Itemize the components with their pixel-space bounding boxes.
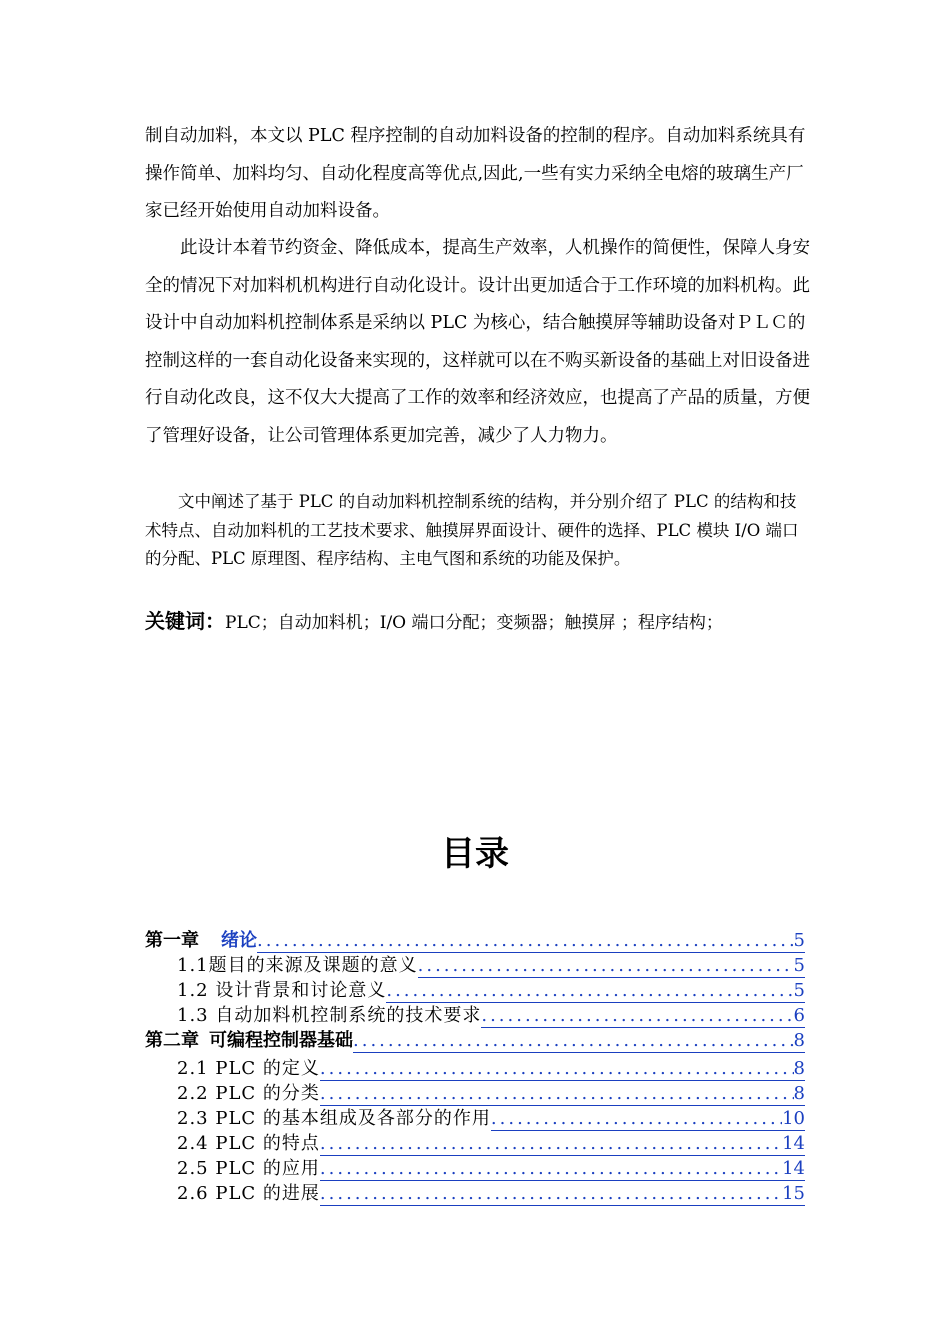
toc-leader-dots <box>491 1108 782 1131</box>
keywords-text: PLC；自动加料机；I/O 端口分配；变频器；触摸屏 ；程序结构； <box>225 613 723 633</box>
keywords-label: 关键词： <box>145 609 225 633</box>
toc-entry-2-5[interactable] <box>145 1156 805 1181</box>
toc-page-number[interactable]: 6 <box>793 1005 805 1026</box>
toc-leader-dots <box>320 1058 794 1081</box>
abstract-paragraph-1: 制自动加料，本文以 PLC 程序控制的自动加料设备的控制的程序。自动加料系统具有操作简单、加料均匀、自动化程度高等优点,因此,一些有实力采纳全电熔的玻璃生产厂家已经开始使用自动加料设备。 <box>145 126 806 221</box>
toc-page-number[interactable]: 5 <box>793 980 805 1001</box>
toc-page-number[interactable]: 8 <box>793 1083 805 1104</box>
toc-leader-dots <box>257 930 794 953</box>
toc-entry-2-6[interactable] <box>145 1181 805 1206</box>
toc-chapter-number: 第一章 <box>145 930 199 951</box>
toc-entry-label: 2.2 PLC 的分类 <box>177 1083 320 1104</box>
toc-leader-dots <box>320 1183 782 1206</box>
toc-entry-1-1[interactable] <box>145 953 805 978</box>
toc-chapter-number: 第二章 <box>145 1030 199 1051</box>
toc-entry-label: 2.4 PLC 的特点 <box>177 1133 320 1154</box>
toc-entry-2-2[interactable] <box>145 1081 805 1106</box>
toc-leader-dots <box>386 980 793 1003</box>
toc-entry-chapter-1[interactable] <box>145 928 805 953</box>
toc-leader-dots <box>353 1030 794 1053</box>
toc-page-number[interactable]: 10 <box>782 1108 805 1129</box>
toc-page-number[interactable]: 14 <box>782 1133 805 1154</box>
toc-entry-1-2[interactable] <box>145 978 805 1003</box>
toc-page-number[interactable]: 8 <box>793 1058 805 1079</box>
abstract-paragraph-3: 文中阐述了基于 PLC 的自动加料机控制系统的结构，并分别介绍了 PLC 的结构和技术特点、自动加料机的工艺技术要求、触摸屏界面设计、硬件的选择、PLC 模块 I/O 端口的分配、PLC 原理图、程序结构、主电气图和系统的功能及保护。 <box>145 492 799 568</box>
toc-entry-2-3[interactable] <box>145 1106 805 1131</box>
toc-entry-1-3[interactable] <box>145 1003 805 1028</box>
toc-leader-dots <box>320 1083 794 1106</box>
table-of-contents <box>145 928 805 1206</box>
toc-leader-dots <box>418 955 794 978</box>
toc-leader-dots <box>320 1133 782 1156</box>
toc-entry-label: 2.1 PLC 的定义 <box>177 1058 320 1079</box>
toc-page-number[interactable]: 8 <box>793 1030 805 1051</box>
toc-entry-label: 1.3 自动加料机控制系统的技术要求 <box>177 1005 482 1026</box>
toc-entry-label: 1.1题目的来源及课题的意义 <box>177 955 418 976</box>
toc-entry-label: 2.6 PLC 的进展 <box>177 1183 320 1204</box>
toc-entry-2-1[interactable] <box>145 1056 805 1081</box>
keywords-line <box>145 606 810 638</box>
toc-title: 目录 <box>441 834 509 874</box>
toc-page-number[interactable]: 14 <box>782 1158 805 1179</box>
toc-entry-label: 2.5 PLC 的应用 <box>177 1158 320 1179</box>
toc-chapter-name[interactable]: 绪论 <box>221 930 257 951</box>
toc-page-number[interactable]: 15 <box>782 1183 805 1204</box>
toc-entry-label: 1.2 设计背景和讨论意义 <box>177 980 387 1001</box>
toc-entry-2-4[interactable] <box>145 1131 805 1156</box>
toc-leader-dots <box>320 1158 782 1181</box>
toc-chapter-name[interactable]: 可编程控制器基础 <box>209 1030 353 1051</box>
toc-page-number[interactable]: 5 <box>793 930 805 951</box>
toc-page-number[interactable]: 5 <box>793 955 805 976</box>
toc-entry-chapter-2[interactable] <box>145 1028 805 1053</box>
toc-entry-label: 2.3 PLC 的基本组成及各部分的作用 <box>177 1108 491 1129</box>
toc-leader-dots <box>481 1005 793 1028</box>
abstract-paragraph-2: 此设计本着节约资金、降低成本，提高生产效率，人机操作的简便性，保障人身安全的情况下对加料机机构进行自动化设计。设计出更加适合于工作环境的加料机构。此设计中自动加料机控制体系是采纳以 PLC 为核心，结合触摸屏等辅助设备对ＰＬＣ的控制这样的一套自动化设备来实现的，这样就可以在不购买新设备的基础上对旧设备进行自动化改良，这不仅大大提高了工作的效率和经济效应，也提高了产品的质量，方便了管理好设备，让公司管理体系更加完善，减少了人力物力。 <box>145 238 810 446</box>
